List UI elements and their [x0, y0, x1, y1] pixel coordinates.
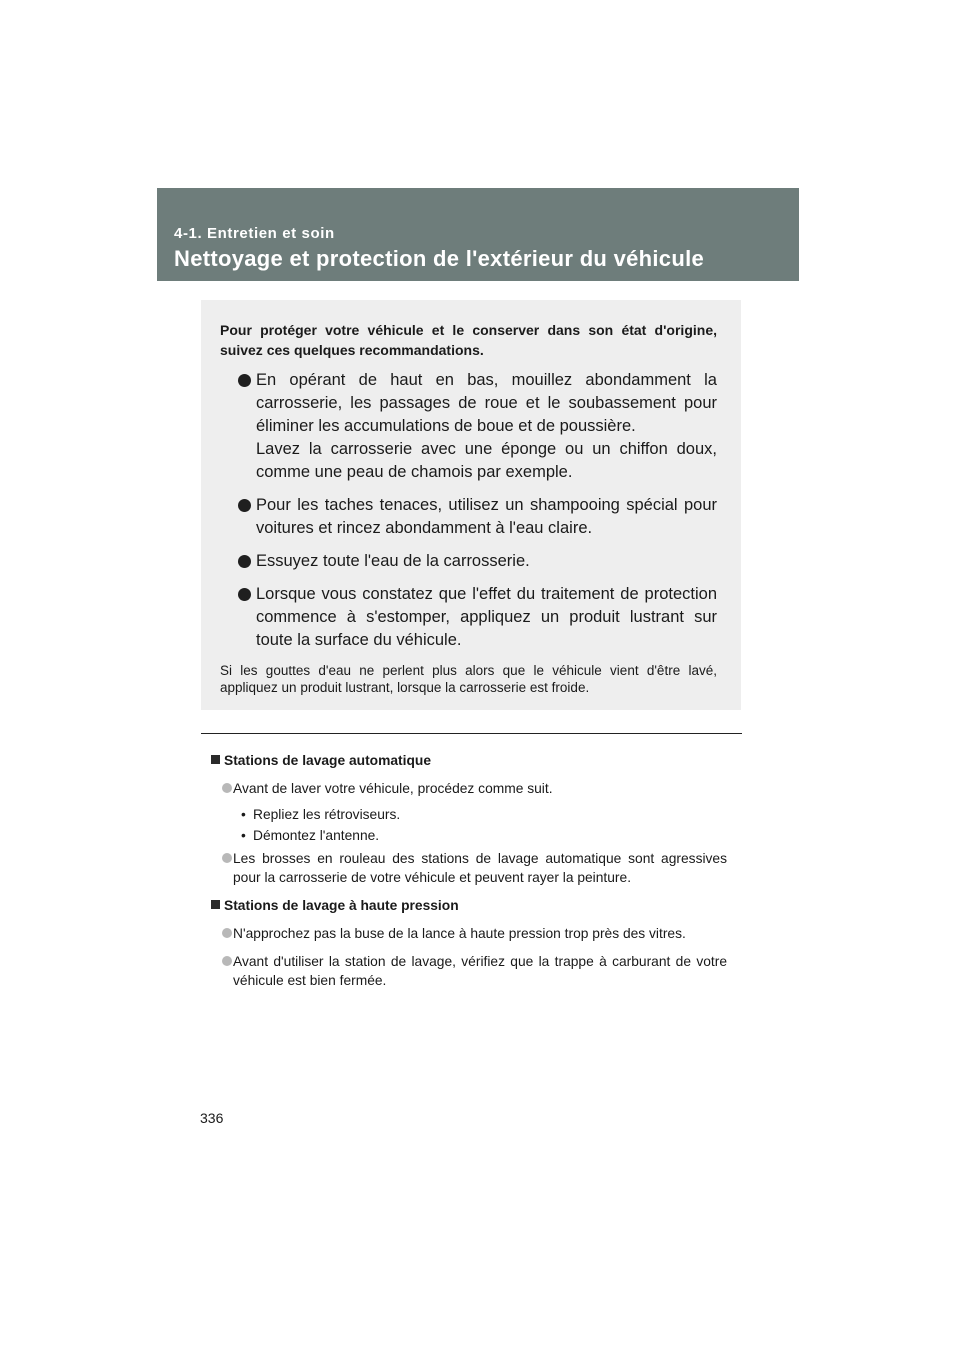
sub-list-item: [241, 826, 727, 845]
bullet-dot-icon: [238, 374, 251, 387]
main-content: [211, 751, 727, 999]
section-label: 4-1. Entretien et soin: [174, 225, 335, 242]
sub-list: [241, 805, 727, 845]
sub-list-item-text: Démontez l'antenne.: [253, 828, 380, 843]
divider: [201, 733, 742, 734]
intro-note: Si les gouttes d'eau ne perlent plus alors que le véhicule vient d'être lavé, appliquez un produit lustrant, lorsque la carrosserie est froide.: [220, 663, 717, 695]
bullet-dot-icon: [222, 956, 232, 966]
sub-list-item-text: Repliez les rétroviseurs.: [253, 807, 401, 822]
list-item-text: N'approchez pas la buse de la lance à haute pression trop près des vitres.: [233, 926, 686, 941]
list-item-text: Avant d'utiliser la station de lavage, vérifiez que la trappe à carburant de votre véhicule est bien fermée.: [233, 954, 727, 988]
bullet-dot-icon: [238, 499, 251, 512]
list-item-text: Avant de laver votre véhicule, procédez comme suit.: [233, 781, 553, 796]
bullet-dot-icon: [238, 555, 251, 568]
bullet-text: Lorsque vous constatez que l'effet du traitement de protection commence à s'estomper, appliquez un produit lustrant sur toute la surface du véhicule.: [256, 585, 717, 649]
bullet-text: Lavez la carrosserie avec une éponge ou un chiffon doux, comme une peau de chamois par exemple.: [256, 440, 717, 481]
section-heading: [211, 751, 727, 770]
section-heading: [211, 896, 727, 915]
intro-bullet: [220, 369, 717, 484]
intro-text: Pour protéger votre véhicule et le conserver dans son état d'origine, suivez ces quelques recommandations.: [220, 322, 717, 358]
square-bullet-icon: [211, 900, 220, 909]
bullet-text: En opérant de haut en bas, mouillez abondamment la carrosserie, les passages de roue et le soubassement pour éliminer les accumulations de boue et de poussière.: [256, 371, 717, 435]
section-heading-text: Stations de lavage automatique: [224, 753, 432, 768]
intro-bullet: [220, 583, 717, 652]
sub-list-item: [241, 805, 727, 824]
intro-box: [201, 300, 741, 710]
small-bullet-icon: •: [241, 828, 246, 843]
bullet-dot-icon: [222, 853, 232, 863]
list-item: [211, 849, 727, 887]
page-title: Nettoyage et protection de l'extérieur du véhicule: [174, 246, 705, 271]
bullet-text: Essuyez toute l'eau de la carrosserie.: [256, 552, 530, 570]
list-item: [211, 924, 727, 943]
bullet-dot-icon: [222, 928, 232, 938]
section-heading-text: Stations de lavage à haute pression: [224, 898, 459, 913]
square-bullet-icon: [211, 755, 220, 764]
intro-bullet: [220, 550, 717, 573]
list-item-text: Les brosses en rouleau des stations de lavage automatique sont agressives pour la carrosserie de votre véhicule et peuvent rayer la peinture.: [233, 851, 727, 885]
intro-bullet: [220, 494, 717, 540]
small-bullet-icon: •: [241, 807, 246, 822]
bullet-dot-icon: [238, 588, 251, 601]
list-item: [211, 779, 727, 798]
page-number: 336: [200, 1110, 224, 1126]
bullet-dot-icon: [222, 783, 232, 793]
list-item: [211, 952, 727, 990]
bullet-text: Pour les taches tenaces, utilisez un shampooing spécial pour voitures et rincez abondamment à l'eau claire.: [256, 496, 717, 537]
section-header: [157, 188, 799, 281]
